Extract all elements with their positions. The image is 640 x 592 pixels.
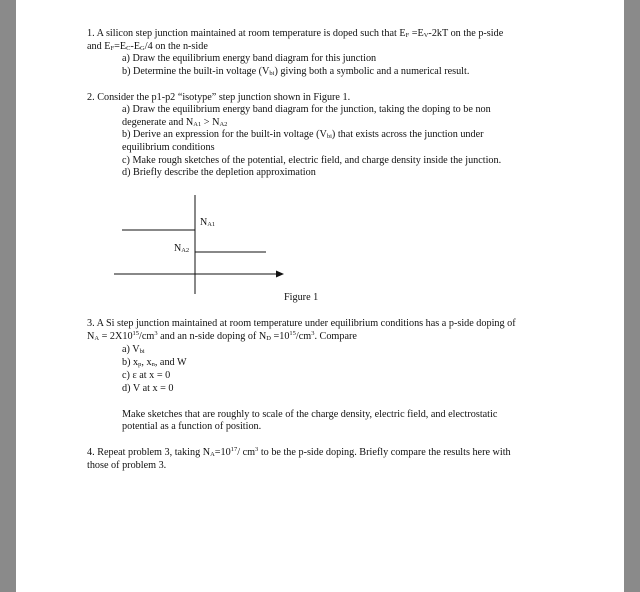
problem4-line1: 4. Repeat problem 3, taking $N_A=10^{17}/$ $cm^3$ to be the p-side doping. Briefly compare the results here with	[87, 446, 511, 458]
problem1-part-a: a) Draw the equilibrium energy band diagram for this junction	[122, 53, 377, 64]
figure-1-diagram	[16, 0, 624, 592]
problem3-part-d: d) V at x = 0	[122, 383, 174, 394]
problem2-intro: 2. Consider the p1-p2 “isotype” step junction shown in Figure 1.	[87, 92, 351, 103]
problem3-line2: $N_A = 2X10^{15}/cm^3$ and an n-side doping of $N_D =10^{15}/cm^3$. Compare	[87, 330, 357, 342]
problem3-part-a: a) $V_{bi}$	[122, 344, 145, 355]
document-page	[16, 0, 624, 592]
problem1-line1: 1. A silicon step junction maintained at room temperature is doped such that $E_F =E_V-2kT$ on the p-side	[87, 28, 504, 39]
problem1-part-b: b) Determine the built-in voltage $(V_{bi})$ giving both a symbolic and a numerical result.	[122, 66, 470, 77]
problem1-line2: and $E_F=E_C-E_G/4$ on the n-side	[87, 41, 208, 52]
figure-axis-arrowhead	[276, 271, 284, 278]
problem2-part-b-line1: b) Derive an expression for the built-in voltage $(V_{bi})$ that exists across the junction under	[122, 129, 484, 140]
problem2-part-a-line1: a) Draw the equilibrium energy band diagram for the junction, taking the doping to be non	[122, 104, 491, 115]
problem2-part-a-line2: degenerate and $N_{A1} > N_{A2}$	[122, 117, 228, 128]
figure-label-na1: $N_{A1}$	[200, 217, 216, 228]
problem3-part-c: c) ε at x = 0	[122, 370, 171, 381]
figure-caption: Figure 1	[284, 292, 319, 303]
problem3-sketch-line1: Make sketches that are roughly to scale of the charge density, electric field, and electrostatic	[122, 409, 498, 420]
problem2-part-b-line2: equilibrium conditions	[122, 142, 215, 153]
problem4-line2: those of problem 3.	[87, 460, 167, 471]
problem2-part-d: d) Briefly describe the depletion approximation	[122, 167, 316, 178]
problem2-part-c: c) Make rough sketches of the potential, electric field, and charge density inside the junction.	[122, 155, 502, 166]
problem3-sketch-line2: potential as a function of position.	[122, 421, 262, 432]
problem3-line1: 3. A Si step junction maintained at room temperature under equilibrium conditions has a p-side doping of	[87, 318, 516, 329]
figure-label-na2: $N_{A2}$	[174, 243, 190, 254]
problem3-part-b: b) $x_p$, $x_n$, and W	[122, 357, 187, 368]
